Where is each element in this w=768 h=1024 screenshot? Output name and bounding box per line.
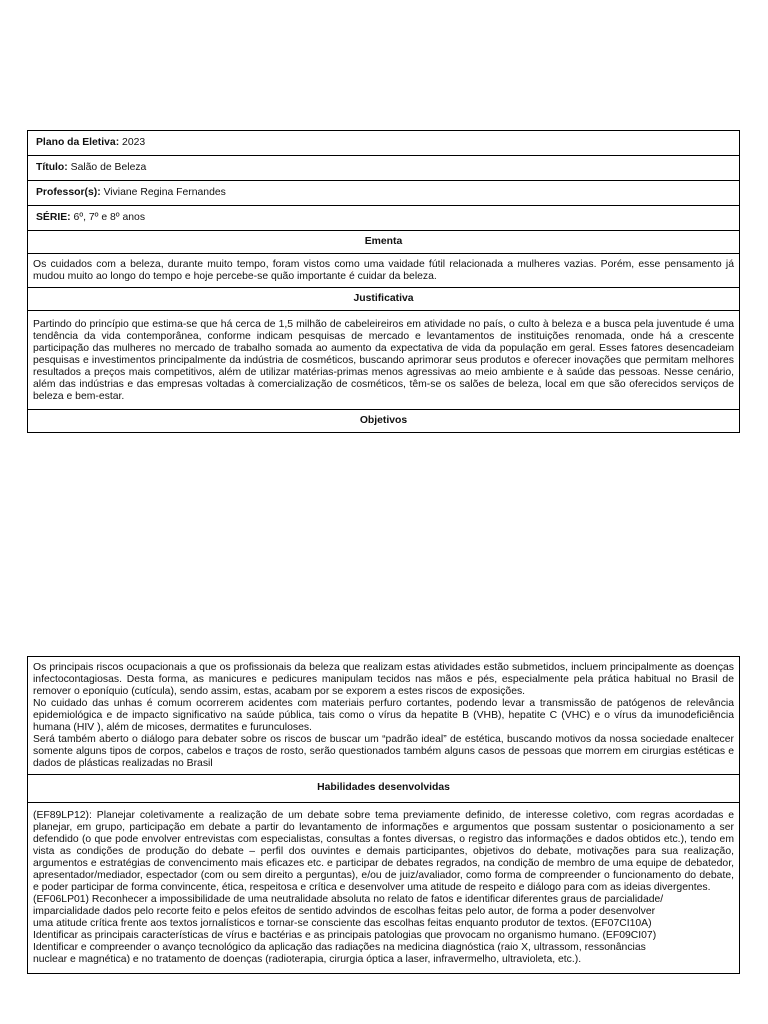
- plan-table-top: [27, 130, 740, 433]
- serie-value: 6º, 7º e 8º anos: [73, 212, 146, 223]
- habilidades-line: uma atitude crítica frente aos textos jornalísticos e tornar-se consciente das escolhas feitas enquanto produtor de textos. (EF07CI10A): [33, 918, 652, 929]
- plano-label: Plano da Eletiva:: [36, 137, 120, 148]
- row-serie: [28, 206, 739, 231]
- ementa-text: Os cuidados com a beleza, durante muito tempo, foram vistos como uma vaidade fútil relacionada a mulheres vazias. Porém, esse pensamento já mudou muito ao longo do tempo e hoje percebe-se quão importante é cuidar da beleza.: [28, 254, 739, 288]
- habilidades-paragraph-1: (EF89LP12): Planejar coletivamente a realização de um debate sobre tema previamente definido, de interesse coletivo, com regras acordadas e planejar, em grupo, participação em debate a partir do levantamento de informações e argumentos que possam sustentar o posicionamento a ser defendido (o que pode envolver entrevistas com especialistas, consultas a fontes diversas, o registro das informações e dados obtidos etc.), tendo em vista as condições de produção do debate – perfil dos ouvintes e demais participantes, objetivos do debate, motivações para sua realização, argumentos e estratégias de convencimento mais eficazes etc. e participar de debates regrados, na condição de membro de uma equipe de debatedor, apresentador/mediador, espectador (com ou sem direito a perguntas), e/ou de juiz/avaliador, como forma de compreender o funcionamento do debate, e poder participar de forma convincente, ética, respeitosa e crítica e desenvolver uma atitude de respeito e diálogo para com as ideias divergentes.: [33, 810, 734, 893]
- habilidades-line: (EF06LP01) Reconhecer a impossibilidade de uma neutralidade absoluta no relato de fatos e identificar diferentes graus de parcialidade/: [33, 894, 664, 905]
- professor-label: Professor(s):: [36, 187, 101, 198]
- habilidades-section: [28, 803, 739, 973]
- riscos-paragraph-2: No cuidado das unhas é comum ocorrerem acidentes com materiais perfuro cortantes, podendo levar a transmissão de patógenos de relevância epidemiológica e de impacto significativo na saúde pública, tais como o vírus da hepatite B (VHB), hepatite C (VHC) e o vírus da imunodeficiência humana (HIV ), além de micoses, dermatites e furunculoses.: [33, 698, 734, 733]
- riscos-paragraph-3: Será também aberto o diálogo para debater sobre os riscos de buscar um “padrão ideal” de estética, buscando motivos da nossa sociedade enaltecer somente alguns tipos de corpos, cabelos e traços de rosto, serão questionados também alguns casos de pessoas que morrem em cirurgias estéticas e dados de plásticas realizadas no Brasil: [33, 734, 734, 769]
- habilidades-lines: [33, 894, 734, 966]
- riscos-section: [28, 657, 739, 775]
- habilidades-line: imparcialidade dados pelo recorte feito e pelos efeitos de sentido advindos de escolhas feitas pelo autor, de forma a poder desenvolver: [33, 906, 656, 917]
- row-titulo: [28, 156, 739, 181]
- justificativa-header: Justificativa: [28, 288, 739, 311]
- riscos-paragraph-1: Os principais riscos ocupacionais a que os profissionais da beleza que realizam estas atividades estão submetidos, incluem principalmente as doenças infectocontagiosas. Desta forma, as manicures e pedicures manipulam tecidos nas mãos e pés, especialmente pela prática habitual no Brasil de remover o eponíquio (cutícula), sendo assim, estas, acabam por se exporem a estes riscos de exposições.: [33, 662, 734, 697]
- habilidades-header: Habilidades desenvolvidas: [28, 775, 739, 803]
- professor-value: Viviane Regina Fernandes: [103, 187, 226, 198]
- ementa-header: Ementa: [28, 231, 739, 254]
- titulo-label: Título:: [36, 162, 68, 173]
- habilidades-line: Identificar e compreender o avanço tecnológico da aplicação das radiações na medicina diagnóstica (raio X, ultrassom, ressonâncias: [33, 942, 646, 953]
- row-plano: [28, 131, 739, 156]
- objetivos-header: Objetivos: [359, 415, 408, 426]
- justificativa-text: Partindo do princípio que estima-se que há cerca de 1,5 milhão de cabeleireiros em atividade no país, o culto à beleza e a busca pela juventude é uma tendência da vida contemporânea, conforme indicam pesquisas de mercado e levantamentos de instituições renomada, onde há a crescente participação das mulheres no mercado de trabalho somada ao aumento da expectativa de vida da população em geral. Esses fatores desencadeiam pesquisas e investimentos principalmente da indústria de cosméticos, buscando aprimorar seus produtos e oferecer inovações que permitam melhores resultados a preços mais competitivos, além de utilizar matérias-primas menos agressivas ao meio ambiente e à saúde das pessoas. Nesse cenário, além das indústrias e das empresas voltadas à comercialização de cosméticos, têm-se os salões de beleza, local em que são oferecidos serviços de beleza e bem-estar.: [28, 311, 739, 410]
- serie-label: SÉRIE:: [36, 212, 71, 223]
- habilidades-line: Identificar as principais características de vírus e bactérias e as principais patologias que provocam no organismo humano. (EF09CI07): [33, 930, 657, 941]
- plano-value: 2023: [122, 137, 146, 148]
- titulo-value: Salão de Beleza: [70, 162, 147, 173]
- habilidades-line: nuclear e magnética) e no tratamento de doenças (radioterapia, cirurgia óptica a laser, infravermelho, ultravioleta, etc.).: [33, 954, 582, 965]
- row-professor: [28, 181, 739, 206]
- plan-table-bottom: [27, 656, 740, 974]
